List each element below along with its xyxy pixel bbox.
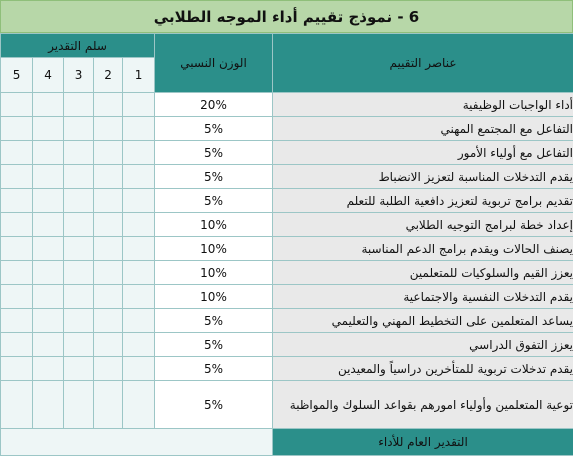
score-cell-3[interactable]: [64, 285, 94, 309]
score-cell-5[interactable]: [1, 357, 33, 381]
score-cell-5[interactable]: [1, 309, 33, 333]
score-cell-2[interactable]: [94, 309, 123, 333]
score-cell-4[interactable]: [33, 237, 64, 261]
score-cell-2[interactable]: [94, 117, 123, 141]
score-cell-1[interactable]: [123, 309, 155, 333]
score-cell-2[interactable]: [94, 93, 123, 117]
table-row: [1, 381, 573, 429]
criteria-header: عناصر التقييم: [273, 34, 573, 93]
criterion-cell: إعداد خطة لبرامج التوجيه الطلابي: [273, 213, 573, 237]
score-cell-4[interactable]: [33, 285, 64, 309]
weight-cell: 10%: [155, 261, 273, 285]
score-cell-5[interactable]: [1, 165, 33, 189]
score-cell-3[interactable]: [64, 261, 94, 285]
footer-row: [1, 429, 573, 456]
score-cell-2[interactable]: [94, 261, 123, 285]
score-cell-3[interactable]: [64, 117, 94, 141]
weight-cell: 5%: [155, 381, 273, 429]
scale-value-4: 4: [33, 58, 64, 93]
score-cell-3[interactable]: [64, 213, 94, 237]
score-cell-5[interactable]: [1, 213, 33, 237]
table-row: [1, 309, 573, 333]
score-cell-2[interactable]: [94, 285, 123, 309]
score-cell-1[interactable]: [123, 261, 155, 285]
table-row: [1, 141, 573, 165]
score-cell-1[interactable]: [123, 357, 155, 381]
weight-header: الوزن النسبي: [155, 34, 273, 93]
score-cell-3[interactable]: [64, 381, 94, 429]
score-cell-5[interactable]: [1, 117, 33, 141]
table-row: [1, 213, 573, 237]
score-cell-2[interactable]: [94, 189, 123, 213]
criterion-cell: يعزز القيم والسلوكيات للمتعلمين: [273, 261, 573, 285]
score-cell-4[interactable]: [33, 357, 64, 381]
scale-value-5: 5: [1, 58, 33, 93]
weight-cell: 5%: [155, 141, 273, 165]
overall-rating-label: التقدير العام للأداء: [273, 429, 573, 456]
criterion-cell: التفاعل مع المجتمع المهني: [273, 117, 573, 141]
scale-value-1: 1: [123, 58, 155, 93]
scale-header: سلم التقدير: [1, 34, 155, 58]
score-cell-4[interactable]: [33, 141, 64, 165]
score-cell-2[interactable]: [94, 237, 123, 261]
weight-cell: 10%: [155, 285, 273, 309]
score-cell-5[interactable]: [1, 189, 33, 213]
score-cell-3[interactable]: [64, 165, 94, 189]
score-cell-4[interactable]: [33, 165, 64, 189]
score-cell-5[interactable]: [1, 285, 33, 309]
score-cell-1[interactable]: [123, 237, 155, 261]
criterion-cell: يقدم التدخلات المناسبة لتعزيز الانضباط: [273, 165, 573, 189]
criterion-cell: توعية المتعلمين وأولياء امورهم بقواعد السلوك والمواظبة: [273, 381, 573, 429]
score-cell-2[interactable]: [94, 165, 123, 189]
weight-cell: 10%: [155, 213, 273, 237]
criterion-cell: يقدم تدخلات تربوية للمتأخرين دراسياً والمعيدين: [273, 357, 573, 381]
scale-value-2: 2: [94, 58, 123, 93]
score-cell-4[interactable]: [33, 189, 64, 213]
score-cell-1[interactable]: [123, 141, 155, 165]
score-cell-1[interactable]: [123, 117, 155, 141]
evaluation-table: [0, 33, 573, 456]
criterion-cell: يعزز التفوق الدراسي: [273, 333, 573, 357]
table-row: [1, 285, 573, 309]
score-cell-3[interactable]: [64, 141, 94, 165]
criterion-cell: أداء الواجبات الوظيفية: [273, 93, 573, 117]
score-cell-2[interactable]: [94, 333, 123, 357]
score-cell-4[interactable]: [33, 93, 64, 117]
form-title: 6 - نموذج تقييم أداء الموجه الطلابي: [0, 0, 573, 33]
score-cell-3[interactable]: [64, 237, 94, 261]
weight-cell: 20%: [155, 93, 273, 117]
score-cell-4[interactable]: [33, 333, 64, 357]
score-cell-5[interactable]: [1, 261, 33, 285]
score-cell-1[interactable]: [123, 333, 155, 357]
score-cell-3[interactable]: [64, 93, 94, 117]
score-cell-5[interactable]: [1, 93, 33, 117]
table-row: [1, 93, 573, 117]
score-cell-3[interactable]: [64, 309, 94, 333]
score-cell-3[interactable]: [64, 333, 94, 357]
weight-cell: 5%: [155, 309, 273, 333]
score-cell-4[interactable]: [33, 213, 64, 237]
criterion-cell: يصنف الحالات ويقدم برامج الدعم المناسبة: [273, 237, 573, 261]
overall-rating-cell[interactable]: [1, 429, 273, 456]
criterion-cell: تقديم برامج تربوية لتعزيز دافعية الطلبة للتعلم: [273, 189, 573, 213]
score-cell-5[interactable]: [1, 333, 33, 357]
table-row: [1, 237, 573, 261]
score-cell-2[interactable]: [94, 357, 123, 381]
weight-cell: 5%: [155, 333, 273, 357]
score-cell-2[interactable]: [94, 213, 123, 237]
weight-cell: 10%: [155, 237, 273, 261]
score-cell-5[interactable]: [1, 141, 33, 165]
table-row: [1, 357, 573, 381]
score-cell-1[interactable]: [123, 165, 155, 189]
score-cell-2[interactable]: [94, 141, 123, 165]
score-cell-2[interactable]: [94, 381, 123, 429]
score-cell-4[interactable]: [33, 309, 64, 333]
score-cell-5[interactable]: [1, 237, 33, 261]
weight-cell: 5%: [155, 165, 273, 189]
score-cell-3[interactable]: [64, 189, 94, 213]
score-cell-1[interactable]: [123, 285, 155, 309]
score-cell-3[interactable]: [64, 357, 94, 381]
score-cell-5[interactable]: [1, 381, 33, 429]
criterion-cell: يساعد المتعلمين على التخطيط المهني والتعليمي: [273, 309, 573, 333]
table-row: [1, 117, 573, 141]
table-row: [1, 189, 573, 213]
table-row: [1, 333, 573, 357]
table-row: [1, 261, 573, 285]
weight-cell: 5%: [155, 117, 273, 141]
weight-cell: 5%: [155, 189, 273, 213]
criterion-cell: التفاعل مع أولياء الأمور: [273, 141, 573, 165]
score-cell-4[interactable]: [33, 261, 64, 285]
score-cell-1[interactable]: [123, 381, 155, 429]
score-cell-4[interactable]: [33, 117, 64, 141]
criterion-cell: يقدم التدخلات النفسية والاجتماعية: [273, 285, 573, 309]
score-cell-1[interactable]: [123, 93, 155, 117]
score-cell-1[interactable]: [123, 213, 155, 237]
score-cell-4[interactable]: [33, 381, 64, 429]
scale-value-3: 3: [64, 58, 94, 93]
weight-cell: 5%: [155, 357, 273, 381]
score-cell-1[interactable]: [123, 189, 155, 213]
table-row: [1, 165, 573, 189]
